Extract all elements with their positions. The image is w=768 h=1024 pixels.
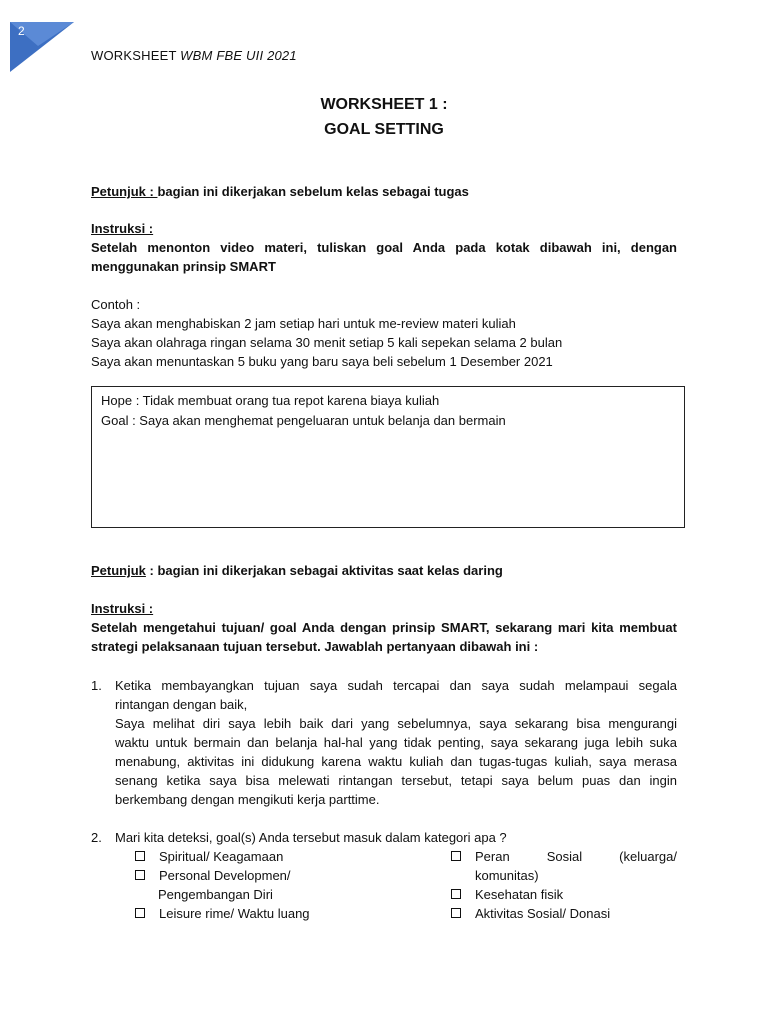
option-personal-development[interactable]: [135, 866, 291, 886]
page-header: [91, 48, 297, 63]
question-1-line: Saya melihat diri saya lebih baik dari yang sebelumnya, saya sekarang bisa mengurangi: [115, 716, 677, 731]
instruksi-2-label: Instruksi :: [91, 601, 154, 616]
instruksi-1-line2: menggunakan prinsip SMART: [91, 259, 276, 274]
option-spiritual[interactable]: [135, 847, 283, 867]
question-2-number: 2.: [91, 830, 102, 845]
option-physical-health[interactable]: [451, 885, 563, 905]
question-1-line: berkembang dengan mengikuti kerja parttime.: [115, 792, 380, 807]
petunjuk-1-colon: :: [149, 184, 158, 199]
option-social-activity[interactable]: [451, 904, 610, 924]
worksheet-title: WORKSHEET 1 :: [320, 96, 448, 113]
contoh-item: Saya akan menghabiskan 2 jam setiap hari untuk me-review materi kuliah: [91, 316, 516, 331]
option-leisure-time[interactable]: [135, 904, 310, 924]
instruksi-1-line1: Setelah menonton video materi, tuliskan goal Anda pada kotak dibawah ini, dengan: [91, 240, 677, 255]
checkbox-icon[interactable]: [451, 908, 461, 918]
petunjuk-2: [91, 561, 677, 581]
header-prefix: WORKSHEET: [91, 48, 181, 63]
question-1-line: rintangan dengan baik,: [115, 697, 248, 712]
petunjuk-1: [91, 182, 677, 202]
page-corner-decoration: [0, 0, 80, 80]
question-1-line: senang ketika saya bisa melewati rintangan tersebut, tetapi saya belum puas dan ingin: [115, 773, 677, 788]
question-2-text: Mari kita deteksi, goal(s) Anda tersebut masuk dalam kategori apa ?: [115, 830, 507, 845]
option-label-continued: Pengembangan Diri: [158, 887, 273, 902]
goal-answer-box[interactable]: [91, 386, 685, 528]
checkbox-icon[interactable]: [135, 908, 145, 918]
option-label: Leisure rime/ Waktu luang: [159, 906, 310, 921]
option-label: Personal Developmen/: [159, 868, 291, 883]
contoh-item: Saya akan olahraga ringan selama 30 menit setiap 5 kali sepekan selama 2 bulan: [91, 335, 563, 350]
question-1-line: menabung, aktivitas ini didukung karena waktu kuliah dan tugas-tugas kuliah, saya merasa: [115, 754, 677, 769]
option-label: Peran Sosial (keluarga/: [475, 849, 677, 864]
petunjuk-1-text: bagian ini dikerjakan sebelum kelas sebagai tugas: [157, 184, 469, 199]
goal-setting-title: GOAL SETTING: [324, 121, 444, 138]
question-1-line: waktu untuk bermain dan belanja hal-hal yang tidak penting, saya sekarang juga lebih suka: [115, 735, 677, 750]
option-label: Spiritual/ Keagamaan: [159, 849, 284, 864]
option-social-role[interactable]: [451, 847, 677, 867]
option-label: Kesehatan fisik: [475, 887, 564, 902]
petunjuk-2-label: Petunjuk: [91, 563, 146, 578]
instruksi-1-label: Instruksi :: [91, 221, 154, 236]
checkbox-icon[interactable]: [451, 851, 461, 861]
petunjuk-1-label: Petunjuk: [91, 184, 150, 199]
option-label-continued: komunitas): [475, 868, 539, 883]
goal-text: Goal : Saya akan menghemat pengeluaran untuk belanja dan bermain: [101, 413, 506, 428]
instruksi-2-line1: Setelah mengetahui tujuan/ goal Anda dengan prinsip SMART, sekarang mari kita membuat: [91, 620, 677, 635]
page-number: 2: [18, 24, 25, 38]
checkbox-icon[interactable]: [451, 889, 461, 899]
checkbox-icon[interactable]: [135, 851, 145, 861]
option-label: Aktivitas Sosial/ Donasi: [475, 906, 611, 921]
contoh-item: Saya akan menuntaskan 5 buku yang baru saya beli sebelum 1 Desember 2021: [91, 354, 553, 369]
checkbox-icon[interactable]: [135, 870, 145, 880]
header-italic: WBM FBE UII 2021: [180, 48, 297, 63]
contoh-label: Contoh :: [91, 297, 141, 312]
question-1-number: 1.: [91, 678, 102, 693]
instruksi-2-line2: strategi pelaksanaan tujuan tersebut. Jawablah pertanyaan dibawah ini :: [91, 639, 539, 654]
petunjuk-2-text: : bagian ini dikerjakan sebagai aktivitas saat kelas daring: [145, 563, 503, 578]
hope-text: Hope : Tidak membuat orang tua repot karena biaya kuliah: [101, 393, 440, 408]
question-1-line: Ketika membayangkan tujuan saya sudah tercapai dan saya sudah melampaui segala: [115, 678, 677, 693]
